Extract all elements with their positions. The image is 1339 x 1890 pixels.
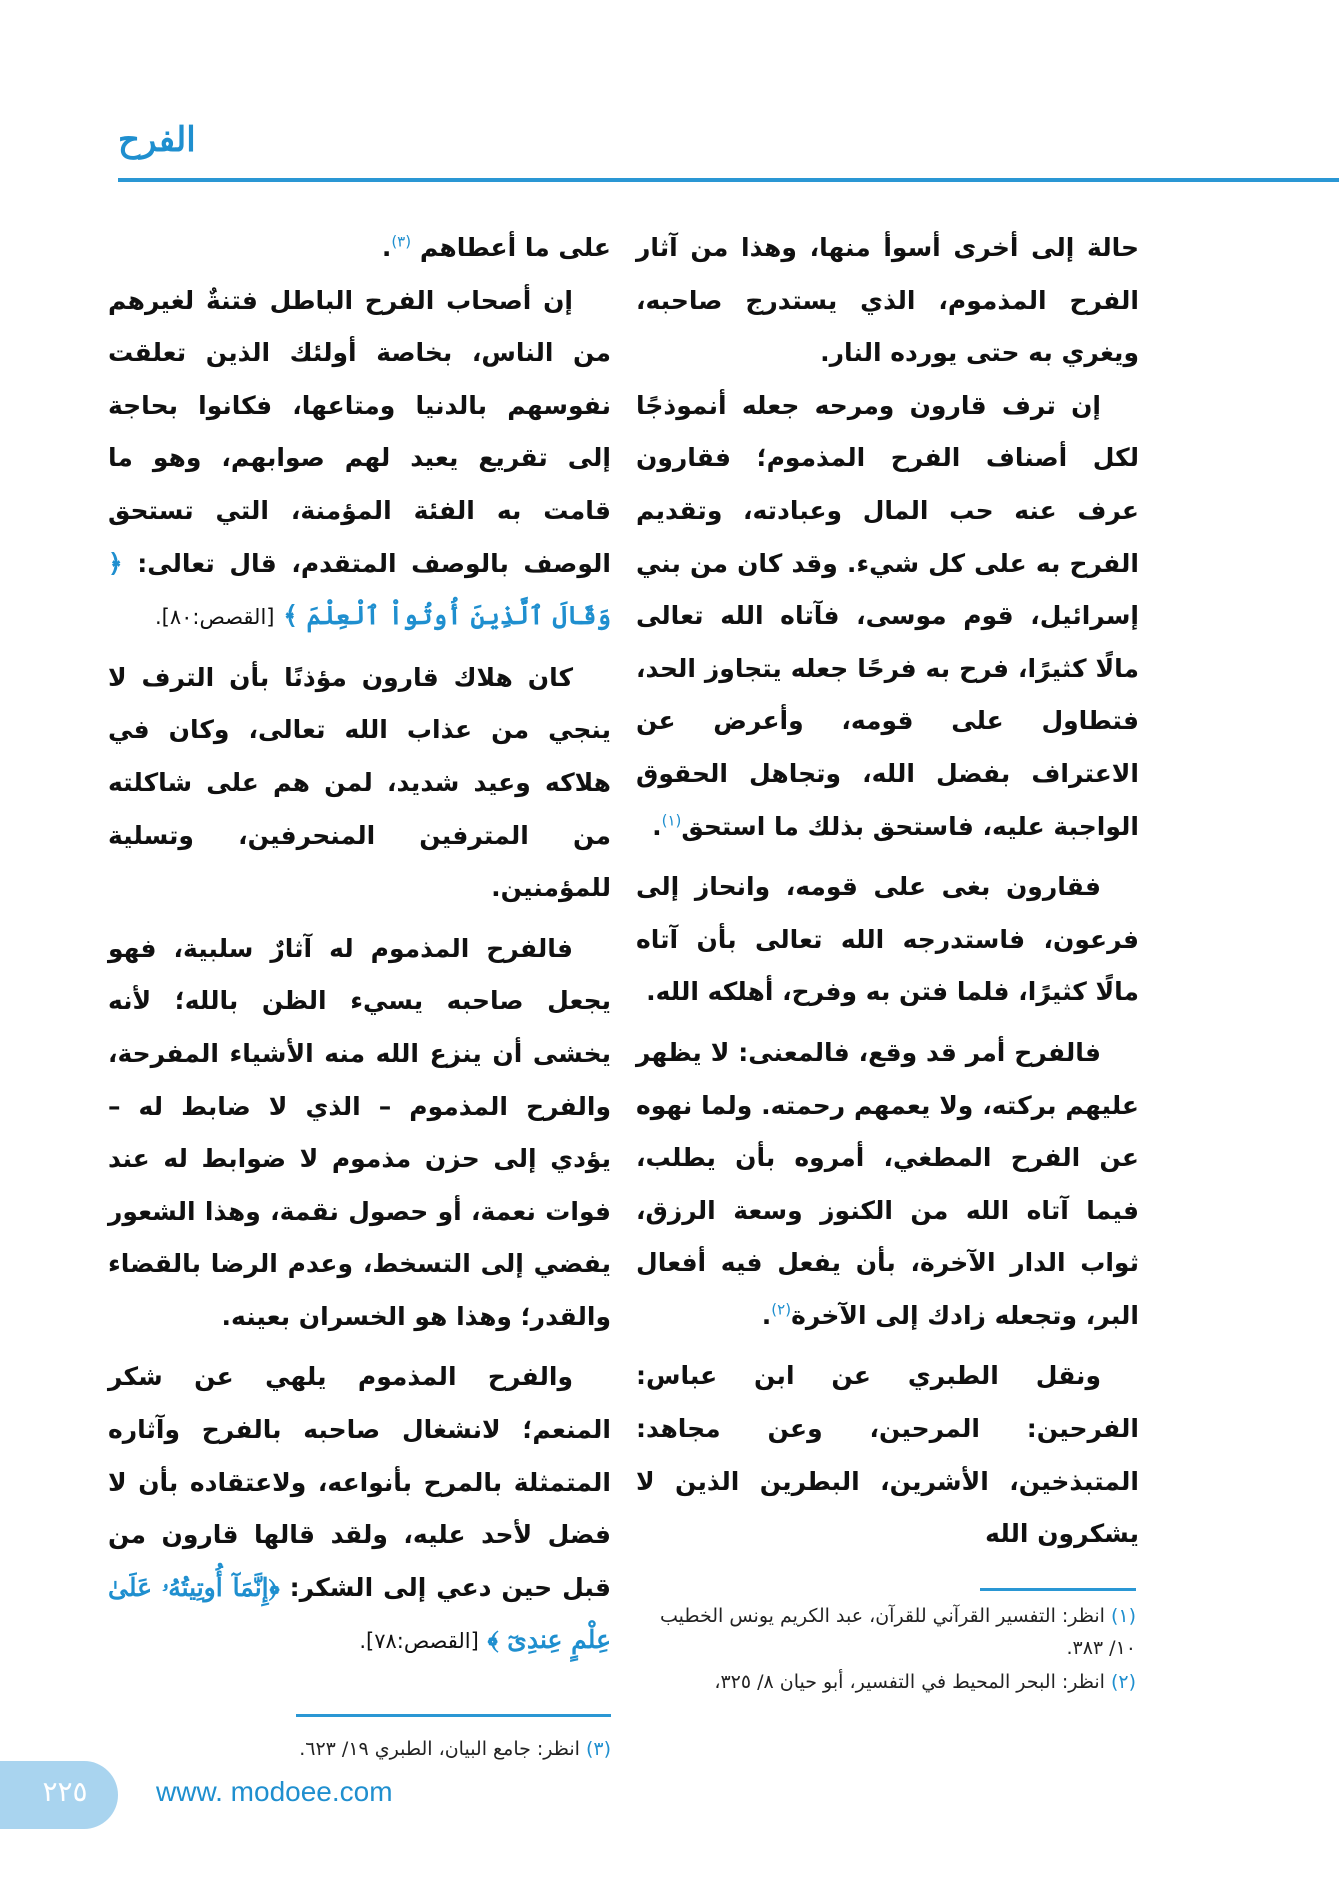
paragraph-text: فالفرح المذموم له آثارٌ سلبية، فهو يجعل صاحبه يسيء الظن بالله؛ لأنه يخشى أن ينزع الله منه الأشياء المفرحة، والفرح المذموم – الذي لا ضابط له – يؤدي إلى حزن مذموم لا ضوابط له عند فوات نعمة، أو حصول نقمة، وهذا الشعور يفضي إلى التسخط، وعدم الرضا بالقضاء والقدر؛ وهذا هو الخسران بعينه.	[108, 933, 611, 1331]
paragraph-text: إن ترف قارون ومرحه جعله أنموذجًا لكل أصناف الفرح المذموم؛ فقارون عرف عنه حب المال وعبادته، وتقديم الفرح به على كل شيء. وقد كان من بني إسرائيل، قوم موسى، فآتاه الله تعالى مالًا كثيرًا، فرح به فرحًا جعله يتجاوز الحد، فتطاول على قومه، وأعرض عن الاعتراف بفضل الله، وتجاهل الحقوق الواجبة عليه، فاستحق بذلك ما استحق	[636, 390, 1139, 841]
right-column	[636, 222, 1139, 1561]
verse-citation: [القصص:٨٠].	[154, 605, 275, 630]
footnote	[108, 1733, 611, 1765]
paragraph-text: فقارون بغى على قومه، وانحاز إلى فرعون، فاستدرجه الله تعالى بأن آتاه مالًا كثيرًا، فلما فتن به وفرح، أهلكه الله.	[636, 872, 1139, 1007]
footnote-ref[interactable]: (٢)	[771, 1300, 792, 1319]
paragraph: فالفرح أمر قد وقع، فالمعنى: لا يظهر عليهم بركته، ولا يعمهم رحمته. ولما نهوه عن الفرح المطغي، أمروه بأن يطلب، فيما آتاه الله من الكنوز وسعة الرزق، ثواب الدار الآخرة، بأن يفعل فيه أفعال البر، وتجعله زادك إلى الآخرة$^{(٢)}$.	[636, 1037, 1139, 1330]
paragraph: إن ترف قارون ومرحه جعله أنموذجًا لكل أصناف الفرح المذموم؛ فقارون عرف عنه حب المال وعبادته، وتقديم الفرح به على كل شيء. وقد كان من بني إسرائيل، قوم موسى، فآتاه الله تعالى مالًا كثيرًا، فرح به فرحًا جعله يتجاوز الحد، فتطاول على قومه، وأعرض عن الاعتراف بفضل الله، وتجاهل الحقوق الواجبة عليه، فاستحق بذلك ما استحق$^{(١)}$.	[636, 390, 1139, 841]
website-link[interactable]: www. modoee.com	[156, 1776, 393, 1807]
paragraph	[108, 652, 611, 915]
left-column	[108, 222, 611, 1668]
paragraph: على ما أعطاهم $^{(٣)}$.	[381, 232, 611, 262]
footnote	[636, 1600, 1136, 1664]
footnote-text: انظر: التفسير القرآني للقرآن، عبد الكريم يونس الخطيب ١٠/ ٣٨٣.	[659, 1605, 1136, 1659]
footnotes-right	[636, 1600, 1136, 1700]
paragraph	[108, 275, 611, 644]
paragraph-text: حالة إلى أخرى أسوأ منها، وهذا من آثار الفرح المذموم، الذي يستدرج صاحبه، ويغري به حتى يورده النار.	[636, 233, 1139, 368]
verse-citation: [القصص:٧٨].	[359, 1629, 479, 1654]
header-rule	[118, 178, 1339, 182]
footnote-text: انظر: جامع البيان، الطبري ١٩/ ٦٢٣.	[299, 1738, 580, 1760]
paragraph	[108, 923, 611, 1344]
page-number: ٢٢٥	[42, 1775, 88, 1808]
footnotes-left	[108, 1733, 611, 1767]
paragraph-text: والفرح المذموم يلهي عن شكر المنعم؛ لانشغال صاحبه بالفرح وآثاره المتمثلة بالمرح بأنواعه، ولاعتقاده بأن لا فضل لأحد عليه، ولقد قالها قارون من قبل حين دعي إلى الشكر:	[108, 1362, 611, 1602]
footnote-number: (٢)	[1110, 1671, 1136, 1693]
paragraph	[108, 1351, 611, 1668]
paragraph	[636, 222, 1139, 380]
footnote-text: انظر: البحر المحيط في التفسير، أبو حيان ٨/ ٣٢٥،	[714, 1671, 1105, 1693]
footnote-number: (١)	[1110, 1605, 1136, 1627]
paragraph-text: إن أصحاب الفرح الباطل فتنةٌ لغيرهم من الناس، بخاصة أولئك الذين تعلقت نفوسهم بالدنيا ومتاعها، فكانوا بحاجة إلى تقريع يعيد لهم صوابهم، وهو ما قامت به الفئة المؤمنة، التي تستحق الوصف بالوصف المتقدم، قال تعالى:	[108, 285, 611, 578]
footnote-ref[interactable]: (٣)	[391, 232, 412, 251]
footnote	[636, 1666, 1136, 1698]
paragraph	[636, 861, 1139, 1019]
paragraph-text: على ما أعطاهم	[419, 233, 611, 262]
paragraph	[636, 1350, 1139, 1560]
footnote-number: (٣)	[585, 1738, 611, 1760]
paragraph-text: فالفرح أمر قد وقع، فالمعنى: لا يظهر عليهم بركته، ولا يعمهم رحمته. ولما نهوه عن الفرح المطغي، أمروه بأن يطلب، فيما آتاه الله من الكنوز وسعة الرزق، ثواب الدار الآخرة، بأن يفعل فيه أفعال البر، وتجعله زادك إلى الآخرة	[636, 1037, 1139, 1330]
quran-verse: ﴿إِنَّمَآ أُوتِيتُهُۥ عَلَىٰ عِلْمٍ عِندِىٓ ﴾	[108, 1572, 611, 1655]
paragraph-text: ونقل الطبري عن ابن عباس: الفرحين: المرحين، وعن مجاهد: المتبذخين، الأشرين، البطرين الذين لا يشكرون الله	[636, 1361, 1139, 1549]
quran-verse: ﴿ وَقَالَ ٱلَّذِينَ أُوتُواْ ٱلْعِلْمَ ﴾	[108, 548, 611, 631]
footnote-rule	[980, 1588, 1136, 1591]
footnote-ref[interactable]: (١)	[661, 811, 682, 830]
footnote-rule	[296, 1714, 611, 1717]
running-head-title: الفرح	[118, 120, 196, 160]
paragraph-text: كان هلاك قارون مؤذنًا بأن الترف لا ينجي من عذاب الله تعالى، وكان في هلاكه وعيد شديد، لمن هم على شاكلته من المترفين المنحرفين، وتسلية للمؤمنين.	[108, 662, 611, 903]
